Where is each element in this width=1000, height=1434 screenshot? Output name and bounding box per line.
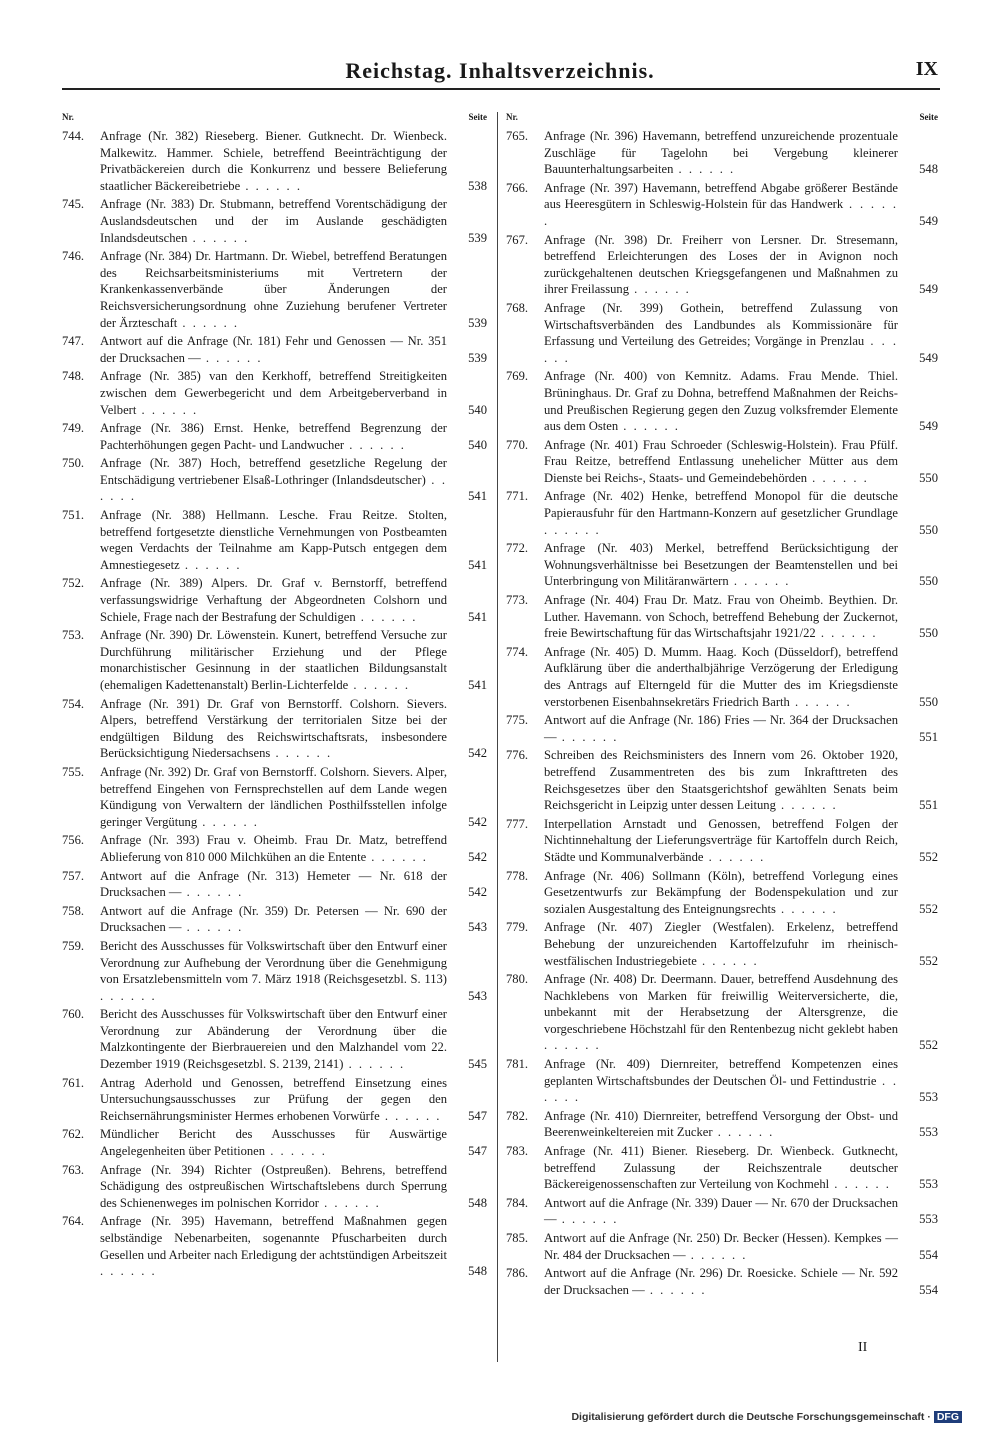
entry-page: 553 <box>919 1090 938 1105</box>
entry-text: Antwort auf die Anfrage (Nr. 339) Dauer — Nr. 670 der Drucksachen — . . . <box>544 1196 898 1227</box>
entry-page: 542 <box>468 746 487 761</box>
entry-text: Anfrage (Nr. 389) Alpers. Dr. Graf v. Bernstorff, betreffend verfassungswidrige Verhaftung der Abgeordneten Colshorn und Schiele, Frage nach der Bestrafung der Schuldigen . . . <box>100 576 447 623</box>
index-entry <box>62 420 487 453</box>
entry-page: 548 <box>919 162 938 177</box>
entry-text: Anfrage (Nr. 397) Havemann, betreffend Abgabe größerer Bestände aus Heeresgütern in Schleswig-Holstein für das Handwerk . . . <box>544 181 898 228</box>
index-entry <box>62 248 487 331</box>
entry-number: 783. <box>506 1144 529 1159</box>
index-entry <box>62 455 487 505</box>
entry-text: Bericht des Ausschusses für Volkswirtschaft über den Entwurf einer Verordnung zur Abänderung der Verordnung über die Malzkontingente der Bierbrauereien und den Malzhandel vom 22. Dezember 1919 (Reichsgesetzbl. S. 2139, 2141) . . . <box>100 1007 447 1071</box>
entry-number: 766. <box>506 180 529 195</box>
index-entry <box>62 507 487 573</box>
index-entry <box>506 300 938 366</box>
entry-text: Anfrage (Nr. 388) Hellmann. Lesche. Frau Reitze. Stolten, betreffend fortgesetzte dienstliche Vernehmungen von Postbeamten wegen Verdachts der Teilnahme am Kapp-Putsch entgegen dem Amnestiegesetz . . . <box>100 508 447 572</box>
entry-number: 785. <box>506 1231 529 1245</box>
entry-number: 754. <box>62 696 85 711</box>
entry-text: Anfrage (Nr. 401) Frau Schroeder (Schleswig-Holstein). Frau Pfülf. Frau Reitze, betreffend Entlassung unehelicher Mütter aus dem Dienste bei Reichs-, Staats- und Gemeindebehörden . . . <box>544 438 898 485</box>
page-title: Reichstag. Inhaltsverzeichnis. <box>345 58 655 83</box>
index-entry <box>506 747 938 813</box>
entry-text: Anfrage (Nr. 404) Frau Dr. Matz. Frau von Oheimb. Beythien. Dr. Luther. Havemann. von Schoch, betreffend Behebung der Zuckernot, freie Bewirtschaftung für das Wirtschaftsjahr 1921/22 . . . <box>544 593 898 640</box>
index-entry <box>62 627 487 693</box>
entry-number: 749. <box>62 421 85 436</box>
index-entry <box>62 368 487 418</box>
entry-number: 753. <box>62 628 85 643</box>
entry-number: 782. <box>506 1108 529 1123</box>
entry-page: 552 <box>919 1038 938 1053</box>
entry-text: Antwort auf die Anfrage (Nr. 296) Dr. Roesicke. Schiele — Nr. 592 der Drucksachen — . . . <box>544 1266 898 1297</box>
entry-number: 776. <box>506 748 529 763</box>
entry-page: 550 <box>919 470 938 485</box>
entry-page: 553 <box>919 1212 938 1227</box>
entry-text: Anfrage (Nr. 383) Dr. Stubmann, betreffend Vorentschädigung der Auslandsdeutschen und der im Auslande geschädigten Inlandsdeutschen . . . <box>100 197 447 244</box>
entry-text: Anfrage (Nr. 386) Ernst. Henke, betreffend Begrenzung der Pachterhöhungen gegen Pacht- und Landwucher . . . <box>100 421 447 452</box>
entry-number: 752. <box>62 576 85 591</box>
entry-number: 778. <box>506 868 529 883</box>
entry-number: 757. <box>62 868 85 883</box>
entry-number: 781. <box>506 1057 529 1072</box>
index-entry <box>506 128 938 178</box>
entry-text: Anfrage (Nr. 382) Rieseberg. Biener. Gutknecht. Dr. Wienbeck. Malkewitz. Hammer. Schiele, betreffend Beeinträchtigung der Privatbäckereien durch die Konkurrenz und bessere Belieferung staatlicher Bäckereibetriebe . . . <box>100 129 447 193</box>
entry-text: Mündlicher Bericht des Ausschusses für Auswärtige Angelegenheiten über Petitionen . . . <box>100 1127 447 1158</box>
entry-number: 774. <box>506 644 529 659</box>
entry-page: 550 <box>919 574 938 589</box>
entry-page: 539 <box>468 315 487 330</box>
entry-text: Anfrage (Nr. 410) Diernreiter, betreffend Versorgung der Obst- und Beerenweinkeltereien mit Zucker . . . <box>544 1109 898 1140</box>
index-entry <box>506 1230 938 1263</box>
seite-header: Seite <box>468 112 487 122</box>
entry-number: 756. <box>62 833 85 848</box>
entry-number: 755. <box>62 764 85 779</box>
entry-text: Schreiben des Reichsministers des Innern vom 26. Oktober 1920, betreffend Zusammentreten des bis zum Inkrafttreten des Reichsgesetzes über den Staatsgerichtshof gewählten Senats beim Reichsgericht in Leipzig unter dessen Leitung . . . <box>544 748 898 812</box>
entry-number: 779. <box>506 920 529 935</box>
entry-page: 552 <box>919 953 938 968</box>
index-entry <box>62 1006 487 1072</box>
index-entry <box>62 938 487 1004</box>
entry-number: 761. <box>62 1075 85 1090</box>
entry-page: 550 <box>919 626 938 641</box>
entry-page: 541 <box>468 678 487 692</box>
entry-page: 548 <box>468 1195 487 1210</box>
nr-header: Nr. <box>506 112 518 122</box>
entry-page: 554 <box>919 1282 938 1297</box>
index-entry <box>62 868 487 901</box>
entry-number: 769. <box>506 369 529 384</box>
entry-page: 541 <box>468 557 487 572</box>
entry-text: Anfrage (Nr. 395) Havemann, betreffend Maßnahmen gegen selbständige Nebenarbeiten, sogenannte Pfuscharbeiten durch Gesellen und Arbeiter nach Erledigung der achtstündigen Arbeitszeit . . . <box>100 1214 447 1278</box>
entry-text: Anfrage (Nr. 403) Merkel, betreffend Berücksichtigung der Wohnungsverhältnisse bei Besetzungen der Beamtenstellen und bei Unterbringung von Militäranwärtern . . . <box>544 541 898 588</box>
entry-text: Anfrage (Nr. 394) Richter (Ostpreußen). Behrens, betreffend Schädigung des ostpreußischen Wirtschaftslebens durch Sperrung des Schienenweges im polnischen Korridor . . . <box>100 1163 447 1210</box>
entry-text: Anfrage (Nr. 391) Dr. Graf von Bernstorff. Colshorn. Sievers. Alpers, betreffend Verstärkung der territorialen Sitze bei der endgültigen Bildung des Reichswirtschaftsrats, insbesondere Berücksichtigung Niedersachsens . . . <box>100 697 447 761</box>
entry-page: 550 <box>919 522 938 537</box>
entry-text: Anfrage (Nr. 402) Henke, betreffend Monopol für die deutsche Papierausfuhr für den Hartmann-Konzern auf gesetzlicher Grundlage . . . <box>544 489 898 536</box>
index-entry <box>506 1143 938 1193</box>
entry-number: 784. <box>506 1195 529 1210</box>
header-rule <box>62 88 940 90</box>
entry-text: Anfrage (Nr. 384) Dr. Hartmann. Dr. Wiebel, betreffend Beratungen des Reichsarbeitsministeriums mit Vertretern der Krankenkassenverbände über Änderungen der Reichsversicherungsordnung ohne Zuziehung berufener Vertreter der Ärzteschaft . . . <box>100 249 447 329</box>
seite-header: Seite <box>919 112 938 122</box>
index-entry <box>506 712 938 745</box>
signature-mark: II <box>858 1340 868 1355</box>
index-entry <box>506 816 938 866</box>
entry-number: 746. <box>62 249 85 264</box>
column-header <box>506 112 938 122</box>
entry-page: 541 <box>468 609 487 624</box>
entry-number: 758. <box>62 903 85 918</box>
column-divider <box>497 112 498 1362</box>
entry-page: 538 <box>468 178 487 193</box>
index-entry <box>62 1075 487 1125</box>
entry-number: 770. <box>506 437 529 452</box>
entry-number: 765. <box>506 129 529 143</box>
entry-page: 552 <box>919 901 938 916</box>
entry-page: 547 <box>468 1108 487 1123</box>
entry-number: 748. <box>62 369 85 384</box>
entry-number: 775. <box>506 713 529 728</box>
index-entry <box>506 592 938 642</box>
index-entry <box>62 903 487 936</box>
entry-number: 777. <box>506 816 529 831</box>
index-entry <box>506 1056 938 1106</box>
entry-page: 549 <box>919 419 938 434</box>
index-entry <box>506 540 938 590</box>
entry-number: 762. <box>62 1127 85 1142</box>
index-entry <box>506 488 938 538</box>
index-entry <box>62 196 487 246</box>
right-column <box>506 112 938 1300</box>
footer <box>571 1411 962 1423</box>
entry-text: Bericht des Ausschusses für Volkswirtschaft über den Entwurf einer Verordnung zur Aufhebung der Verordnung über die Genehmigung von Ersatzlebensmitteln vom 7. März 1918 (Reichsgesetzbl. S. 113) . . . <box>100 939 447 1003</box>
entry-text: Antwort auf die Anfrage (Nr. 186) Fries — Nr. 364 der Drucksachen — . . . <box>544 713 898 744</box>
index-entry <box>62 1213 487 1279</box>
entry-text: Anfrage (Nr. 387) Hoch, betreffend gesetzliche Regelung der Entschädigung vertriebener Elsaß-Lothringer (Inlandsdeutscher) . . . <box>100 456 447 503</box>
index-entry <box>506 971 938 1054</box>
entry-number: 773. <box>506 593 529 608</box>
entry-text: Anfrage (Nr. 408) Dr. Deermann. Dauer, betreffend Ausdehnung des Nachklebens von Marken für freiwillig Weiterversicherte, die, unbekannt mit der Herabsetzung der Altersgrenze, die vorgeschriebene Höchstzahl für den Rentenbezug nicht geklebt haben . . . <box>544 972 898 1052</box>
index-entry <box>506 232 938 298</box>
index-entry <box>62 832 487 865</box>
entry-page: 543 <box>468 920 487 935</box>
entry-page: 551 <box>919 729 938 744</box>
entry-text: Anfrage (Nr. 400) von Kemnitz. Adams. Frau Mende. Thiel. Brüninghaus. Dr. Graf zu Dohna, betreffend Maßnahmen der Reichs- und Preußischen Regierung gegen den Zuzug volksfremder Elemente aus dem Osten . . . <box>544 369 898 433</box>
entry-number: 764. <box>62 1214 85 1229</box>
entry-page: 554 <box>919 1247 938 1262</box>
entry-number: 767. <box>506 232 529 247</box>
index-entry <box>506 1195 938 1228</box>
entry-text: Anfrage (Nr. 390) Dr. Löwenstein. Kunert, betreffend Versuche zur Durchführung militärischer Erziehung und der Pflege monarchistischer Gesinnung in der staatlichen Bildungsanstalt (ehemaligen Kadettenanstalt) Berlin-Lichterfelde . . . <box>100 628 447 692</box>
footer-text: Digitalisierung gefördert durch die Deutsche Forschungsgemeinschaft · <box>571 1411 931 1423</box>
nr-header: Nr. <box>62 112 74 122</box>
entry-page: 552 <box>919 849 938 864</box>
entry-number: 780. <box>506 972 529 987</box>
entry-number: 751. <box>62 508 85 523</box>
entry-page: 542 <box>468 849 487 864</box>
entry-number: 768. <box>506 300 529 315</box>
index-entry <box>62 696 487 762</box>
entry-text: Antwort auf die Anfrage (Nr. 359) Dr. Petersen — Nr. 690 der Drucksachen — . . . <box>100 904 447 935</box>
entry-number: 760. <box>62 1007 85 1022</box>
entry-text: Anfrage (Nr. 409) Diernreiter, betreffend Kompetenzen eines geplanten Wirtschaftsbundes der Deutschen Öl- und Fettindustrie . . . <box>544 1057 898 1104</box>
entry-page: 553 <box>919 1125 938 1140</box>
left-column <box>62 112 487 1282</box>
entry-number: 771. <box>506 489 529 504</box>
entry-number: 747. <box>62 334 85 349</box>
entry-page: 540 <box>468 437 487 452</box>
entry-number: 759. <box>62 938 85 953</box>
entry-text: Anfrage (Nr. 385) van den Kerkhoff, betreffend Streitigkeiten zwischen dem Gewerbegericht und dem Arbeitgeberverband in Velbert . . . <box>100 369 447 416</box>
entry-page: 539 <box>468 230 487 245</box>
index-entry <box>62 128 487 194</box>
entry-page: 539 <box>468 350 487 365</box>
column-header <box>62 112 487 122</box>
entry-page: 549 <box>919 282 938 297</box>
index-entry <box>62 333 487 366</box>
entry-page: 551 <box>919 798 938 813</box>
entry-page: 549 <box>919 350 938 365</box>
entry-page: 543 <box>468 988 487 1003</box>
entry-page: 541 <box>468 489 487 504</box>
entry-number: 763. <box>62 1162 85 1177</box>
entry-text: Anfrage (Nr. 396) Havemann, betreffend unzureichende prozentuale Zuschläge für Tagelohn bei Vergebung kleinerer Bauunterhaltungsarbeiten . . . <box>544 129 898 176</box>
index-entry <box>62 1162 487 1212</box>
entry-number: 786. <box>506 1266 529 1281</box>
index-entry <box>506 437 938 487</box>
entry-text: Antrag Aderhold und Genossen, betreffend Einsetzung eines Untersuchungsausschusses zur Prüfung der gegen den Reichsernährungsminister Hermes erhobenen Vorwürfe . . . <box>100 1076 447 1123</box>
index-entry <box>506 919 938 969</box>
index-entry <box>506 644 938 710</box>
entry-number: 772. <box>506 541 529 556</box>
entry-page: 540 <box>468 402 487 417</box>
index-entry <box>506 1265 938 1298</box>
entry-page: 542 <box>468 885 487 900</box>
entry-page: 542 <box>468 814 487 829</box>
entry-page: 553 <box>919 1177 938 1192</box>
index-entry <box>62 575 487 625</box>
entry-page: 549 <box>919 213 938 228</box>
index-entry <box>506 868 938 918</box>
index-entry <box>506 1108 938 1141</box>
entry-text: Antwort auf die Anfrage (Nr. 250) Dr. Becker (Hessen). Kempkes — Nr. 484 der Drucksachen — . . . <box>544 1231 898 1262</box>
entry-page: 550 <box>919 694 938 709</box>
index-entry <box>506 180 938 230</box>
entry-text: Anfrage (Nr. 405) D. Mumm. Haag. Koch (Düsseldorf), betreffend Aufklärung über die anderthalbjährige Verzögerung der Erledigung des Antrags auf Elterngeld für die Mutter des im Kriegsdienste verstorbenen Eisenbahnsekretärs Friedrich Barth . . . <box>544 645 898 709</box>
entry-number: 744. <box>62 129 85 143</box>
entry-page: 545 <box>468 1057 487 1072</box>
dfg-logo: DFG <box>934 1411 962 1423</box>
entry-text: Anfrage (Nr. 406) Sollmann (Köln), betreffend Vorlegung eines Gesetzentwurfs zur Bekämpfung der Bodenspekulation und zur sozialen Ausgestaltung des Enteignungsrechts . . . <box>544 869 898 916</box>
entry-text: Antwort auf die Anfrage (Nr. 181) Fehr und Genossen — Nr. 351 der Drucksachen — . . . <box>100 334 447 365</box>
entry-page: 548 <box>468 1264 487 1279</box>
entry-text: Antwort auf die Anfrage (Nr. 313) Hemeter — Nr. 618 der Drucksachen — . . . <box>100 869 447 900</box>
entry-number: 750. <box>62 456 85 471</box>
entry-text: Anfrage (Nr. 392) Dr. Graf von Bernstorff. Colshorn. Sievers. Alper, betreffend Eingehen von Fernsprechstellen auf dem Lande wegen Kündigung von Verwaltern der ländlichen Posthilfsstellen infolge geringer Vergütung . . . <box>100 765 447 829</box>
entry-text: Anfrage (Nr. 411) Biener. Rieseberg. Dr. Wienbeck. Gutknecht, betreffend Zulassung der Reichszentrale deutscher Bäckereigenossenschaften zur Verteilung von Kochmehl . . . <box>544 1144 898 1191</box>
entry-text: Anfrage (Nr. 399) Gothein, betreffend Zulassung von Wirtschaftsverbänden des Landbundes als Kommissionäre für Erfassung und Verteilung des Getreides; Vorgänge in Prenzlau . . . <box>544 301 898 365</box>
entry-text: Anfrage (Nr. 407) Ziegler (Westfalen). Erkelenz, betreffend Behebung der unzureichenden Kartoffelzufuhr im rheinisch-westfälischen Industriegebiete . . . <box>544 920 898 967</box>
entry-text: Anfrage (Nr. 393) Frau v. Oheimb. Frau Dr. Matz, betreffend Ablieferung von 810 000 Milchkühen an die Entente . . . <box>100 833 447 864</box>
index-entry <box>62 764 487 830</box>
index-entry <box>506 368 938 434</box>
entry-text: Anfrage (Nr. 398) Dr. Freiherr von Lersner. Dr. Stresemann, betreffend Erleichterungen des Loses der in Avignon noch zurückgehaltenen deutschen Kriegsgefangenen und Maßnahmen zu ihrer Freilassung . . . <box>544 233 898 297</box>
entry-page: 547 <box>468 1144 487 1159</box>
entry-text: Interpellation Arnstadt und Genossen, betreffend Folgen der Nichtinnehaltung der Lieferungsverträge für Kartoffeln durch Reich, Städte und Kommunalverbände . . . <box>544 817 898 864</box>
index-entry <box>62 1126 487 1159</box>
page-number: IX <box>915 58 938 80</box>
entry-number: 745. <box>62 197 85 212</box>
